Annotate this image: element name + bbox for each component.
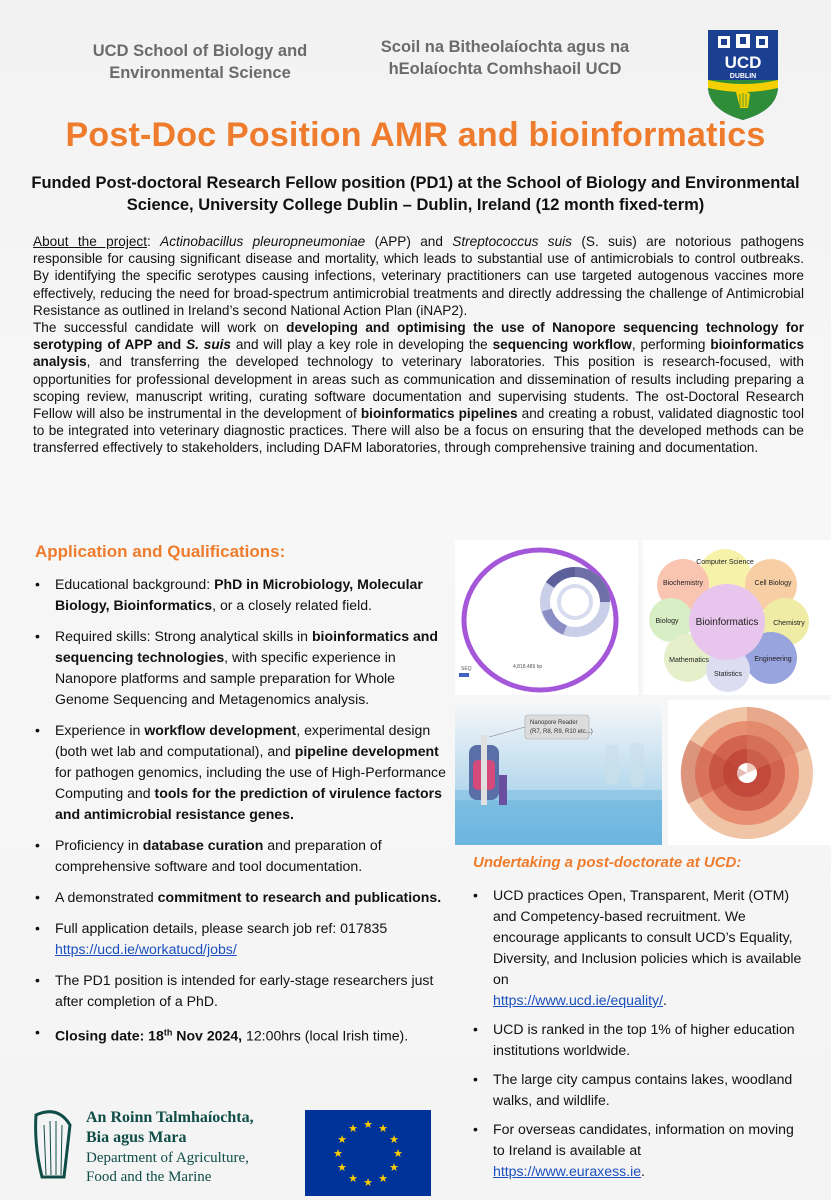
venn-label-cell-biology: Cell Biology	[754, 580, 792, 587]
jobs-link[interactable]: https://ucd.ie/workatucd/jobs/	[55, 941, 237, 957]
svg-text:★: ★	[348, 1122, 358, 1135]
venn-label-chemistry: Chemistry	[773, 620, 805, 627]
venn-label-biology: Biology	[655, 618, 679, 625]
svg-text:★: ★	[337, 1161, 347, 1174]
list-item: • UCD practices Open, Transparent, Merit (OTM) and Competency-based recruitment. We encourage applicants to consult UCD’s Equality, Diversity, and Inclusion policies which is available on https://www.ucd.ie/equality/.	[473, 885, 803, 1011]
ucd-info-heading: Undertaking a post-doctorate at UCD:	[473, 854, 742, 871]
list-item: • A demonstrated commitment to research and publications.	[35, 887, 450, 908]
euraxess-link[interactable]: https://www.euraxess.ie	[493, 1163, 642, 1179]
svg-text:★: ★	[333, 1147, 343, 1160]
venn-label-mathematics: Mathematics	[669, 657, 709, 664]
page-title: Post-Doc Position AMR and bioinformatics	[65, 116, 766, 154]
about-lead: About the project	[33, 234, 147, 249]
svg-text:DUBLIN: DUBLIN	[729, 73, 757, 80]
list-item: • Required skills: Strong analytical skills in bioinformatics and sequencing technologies, with specific experience in Nanopore platforms and sample preparation for Whole Genome Sequencing and Metagenomics analysis.	[35, 626, 450, 710]
nanopore-callout-title: Nanopore Reader	[530, 720, 578, 726]
sunburst-chart-image	[668, 700, 831, 845]
page-subtitle: Funded Post-doctoral Research Fellow position (PD1) at the School of Biology and Environmental Science, University College Dublin – Dublin, Ireland (12 month fixed-term)	[31, 174, 800, 214]
svg-text:★: ★	[363, 1176, 373, 1189]
svg-text:★: ★	[393, 1147, 403, 1160]
svg-text:★: ★	[378, 1172, 388, 1185]
list-item: • The large city campus contains lakes, woodland walks, and wildlife.	[473, 1069, 803, 1111]
list-item: • The PD1 position is intended for early-stage researchers just after completion of a PhD.	[35, 970, 450, 1012]
list-item: • UCD is ranked in the top 1% of higher education institutions worldwide.	[473, 1019, 803, 1061]
dept-name-english-2: Food and the Marine	[86, 1169, 212, 1185]
svg-text:★: ★	[389, 1133, 399, 1146]
nanopore-callout-subtitle: (R7, R8, R9, R10 etc...)	[530, 729, 593, 735]
ucd-info-section	[473, 854, 803, 1190]
eu-flag-logo	[305, 1110, 431, 1196]
equality-link[interactable]: https://www.ucd.ie/equality/	[493, 992, 663, 1008]
school-name-irish: Scoil na Bitheolaíochta agus na hEolaíochta Comhshaoil UCD	[380, 38, 630, 78]
svg-text:★: ★	[348, 1172, 358, 1185]
nanopore-illustration-image	[455, 705, 662, 845]
venn-label-statistics: Statistics	[713, 671, 743, 678]
bioinformatics-venn-image	[643, 540, 831, 695]
project-description	[33, 233, 804, 457]
svg-text:★: ★	[378, 1122, 388, 1135]
list-item: • Proficiency in database curation and preparation of comprehensive software and tool documentation.	[35, 835, 450, 877]
svg-text:★: ★	[389, 1161, 399, 1174]
about-paragraph: About the project: Actinobacillus pleuropneumoniae (APP) and Streptococcus suis (S. suis) are notorious pathogens responsible for causing significant disease and mortality, which leads to substantial use of antimicrobials to control outbreaks. By identifying the specific serotypes causing infections, veterinary practitioners can use targeted autogenous vaccines more effectively, reducing the need for broad-spectrum antimicrobial treatments and directly addressing the challenge of Antimicrobial Resistance as outlined in Ireland’s second National Action Plan (iNAP2).	[33, 234, 804, 318]
venn-label-engineering: Engineering	[754, 656, 792, 663]
role-paragraph: The successful candidate will work on developing and optimising the use of Nanopore sequencing technology for serotyping of APP and S. suis and will play a key role in developing the sequencing workflow, performing bioinformatics analysis, and transferring the developed technology to veterinary laboratories. This position is research-focused, with opportunities for professional development in areas such as communication and dissemination of results including preparing a scoping review, manuscript writing, curating software documentation and supervising students. The ost-Doctoral Research Fellow will also be instrumental in the development of bioinformatics pipelines and creating a robust, validated diagnostic tool to be integrated into veterinary diagnostic practices. There will also be a focus on ensuring that the developed methods can be transferred effectively to stakeholders, including DAFM laboratories, through comprehensive training and documentation.	[33, 320, 804, 456]
svg-text:UCD: UCD	[724, 53, 762, 72]
dept-name-irish-1: An Roinn Talmhaíochta,	[86, 1109, 254, 1126]
harp-icon	[28, 1105, 78, 1185]
dafm-logo	[28, 1105, 283, 1185]
dept-name-english-1: Department of Agriculture,	[86, 1150, 249, 1166]
list-item: • Full application details, please search job ref: 017835 https://ucd.ie/workatucd/jobs/	[35, 918, 450, 960]
qualifications-heading: Application and Qualifications:	[35, 542, 286, 561]
svg-text:★: ★	[337, 1133, 347, 1146]
list-item: • Experience in workflow development, experimental design (both wet lab and computational), and pipeline development for pathogen genomics, including the use of High-Performance Computing and tools for the prediction of virulence factors and antimicrobial resistance genes.	[35, 720, 450, 825]
venn-label-biochemistry: Biochemistry	[662, 580, 704, 587]
plasmid-seq-label: SEQ	[461, 666, 472, 672]
list-item: • Educational background: PhD in Microbiology, Molecular Biology, Bioinformatics, or a closely related field.	[35, 574, 450, 616]
dept-name-irish-2: Bia agus Mara	[86, 1129, 187, 1146]
svg-text:★: ★	[363, 1118, 373, 1131]
plasmid-size-label: 4,818,489 bp	[513, 664, 543, 670]
closing-date-item: • Closing date: 18th Nov 2024, 12:00hrs (local Irish time).	[35, 1022, 450, 1047]
venn-label-computer-science: Computer Science	[696, 559, 754, 566]
qualifications-section	[35, 542, 450, 1057]
venn-center-label: Bioinformatics	[695, 617, 759, 628]
ucd-crest-logo	[706, 28, 780, 122]
school-name-english: UCD School of Biology and Environmental Science	[92, 42, 308, 82]
plasmid-map-image	[455, 540, 638, 695]
list-item: • For overseas candidates, information on moving to Ireland is available at https://www.euraxess.ie.	[473, 1119, 803, 1182]
